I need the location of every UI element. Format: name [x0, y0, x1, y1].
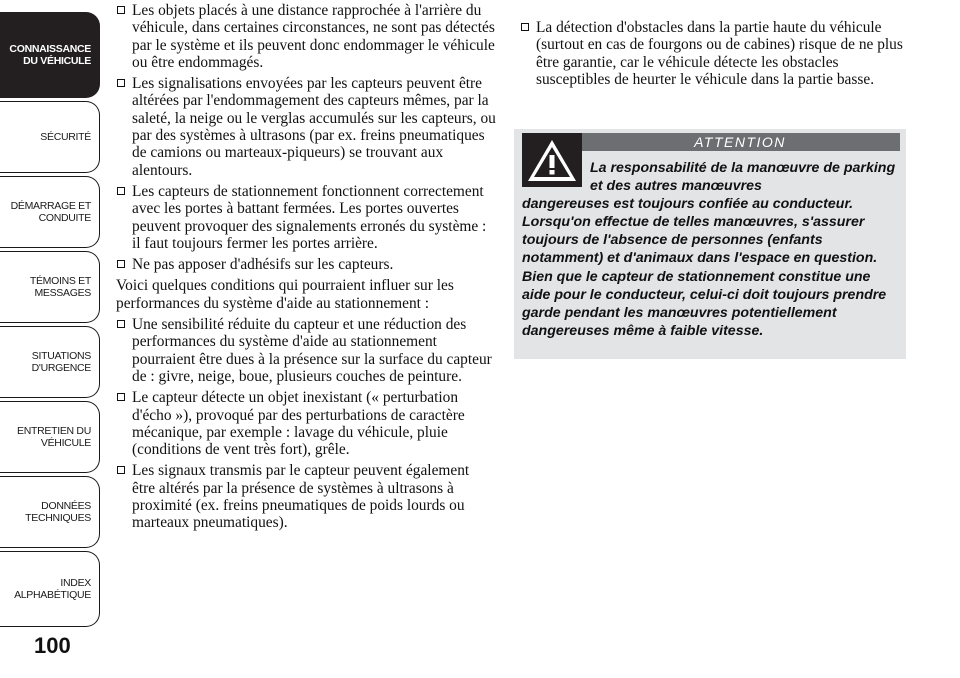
bullet-list [116, 2, 496, 273]
tab-connaissance-du-vehicule[interactable] [0, 12, 100, 98]
checkbox-bullet-icon [521, 23, 529, 31]
checkbox-bullet-icon [117, 466, 125, 474]
checkbox-bullet-icon [117, 79, 125, 87]
list-item [116, 2, 496, 71]
tab-temoins-et-messages[interactable] [0, 251, 100, 323]
tab-label-line: DÉMARRAGE ET [10, 200, 91, 212]
tab-label-line: INDEX [60, 577, 91, 589]
bullet-list [116, 316, 496, 532]
tab-label-line: TECHNIQUES [25, 512, 91, 524]
bullet-list [520, 19, 905, 88]
list-item [116, 75, 496, 179]
list-item-text: Ne pas apposer d'adhésifs sur les capteurs. [132, 256, 394, 274]
list-item-text: Les objets placés à une distance rapprochée à l'arrière du véhicule, dans certaines circonstances, ne sont pas détectés par le système et ils peuvent donc endommager le véhicule ou être endommagés. [132, 2, 495, 71]
tab-label-line: MESSAGES [34, 287, 91, 299]
checkbox-bullet-icon [117, 320, 125, 328]
list-item-text: Une sensibilité réduite du capteur et une réduction des performances du système d'aide au stationnement pourraient être dues à la présence sur la surface du capteur de : givre, neige, boue, plusieurs couches de peinture. [132, 316, 492, 385]
left-column [116, 2, 496, 536]
paragraph: Voici quelques conditions qui pourraient influer sur les performances du système d'aide au stationnement : [116, 277, 454, 312]
warning-title: ATTENTION [580, 133, 900, 151]
tab-label-line: VÉHICULE [40, 437, 91, 449]
list-item [520, 19, 905, 88]
list-item-text: Les signalisations envoyées par les capteurs peuvent être altérées par l'endommagement des capteurs mêmes, par la saleté, la neige ou le verglas accumulés sur les capteurs, ou par des systèmes à ultrasons (par ex. freins pneumatiques de camions ou marteaux-piqueurs) se trouvant aux alentours. [132, 75, 496, 179]
tab-label-line: DU VÉHICULE [23, 55, 91, 67]
list-item-text: Les signaux transmis par le capteur peuvent également être altérés par la présence de systèmes à ultrasons à proximité (ex. freins pneumatiques de poids lourds ou marteaux pneumatiques). [132, 462, 470, 532]
list-item [116, 462, 496, 531]
warning-box [514, 129, 906, 359]
checkbox-bullet-icon [117, 187, 125, 195]
list-item [116, 256, 496, 273]
tab-label-line: ALPHABÉTIQUE [14, 589, 91, 601]
tab-label-line: SITUATIONS [31, 350, 91, 362]
tab-situations-durgence[interactable] [0, 326, 100, 398]
tab-securite[interactable] [0, 101, 100, 173]
list-item [116, 183, 496, 252]
checkbox-bullet-icon [117, 393, 125, 401]
list-item-text: La détection d'obstacles dans la partie haute du véhicule (surtout en cas de fourgons ou de cabines) risque de ne plus être garantie, car le véhicule détecte les obstacles susceptibles de heurter le véhicule dans la partie basse. [536, 19, 903, 88]
tab-label-line: ENTRETIEN DU [17, 425, 91, 437]
page-number: 100 [34, 633, 71, 658]
checkbox-bullet-icon [117, 260, 125, 268]
right-column [520, 19, 905, 92]
tab-donnees-techniques[interactable] [0, 476, 100, 548]
warning-text [522, 159, 896, 340]
warning-text-body: dangereuses est toujours confiée au conducteur. Lorsqu'on effectue de telles manœuvres, s'assurer toujours de l'absence de personnes (enfants notamment) et d'animaux dans l'espace en question. Bien que le capteur de stationnement constitue une aide pour le conducteur, celui-ci doit toujours prendre garde pendant les manœuvres potentiellement dangereuses même à faible vitesse. [522, 196, 887, 339]
list-item [116, 389, 496, 458]
tab-label-line: DONNÉES [41, 500, 91, 512]
tab-entretien-du-vehicule[interactable] [0, 401, 100, 473]
tab-index-alphabetique[interactable] [0, 551, 100, 627]
tab-label-line: CONNAISSANCE [9, 43, 91, 55]
tab-label-line: CONDUITE [38, 212, 91, 224]
checkbox-bullet-icon [117, 6, 125, 14]
tab-label-line: SÉCURITÉ [40, 131, 91, 143]
tab-label-line: D'URGENCE [31, 362, 91, 374]
list-item-text: Le capteur détecte un objet inexistant (« perturbation d'écho »), provoqué par des perturbations de caractère mécanique, par exemple : lavage du véhicule, pluie (conditions de vent très fort), grêle. [132, 389, 465, 459]
tab-demarrage-et-conduite[interactable] [0, 176, 100, 248]
tab-label-line: TÉMOINS ET [29, 275, 91, 287]
list-item [116, 316, 496, 385]
warning-text-lead: La responsabilité de la manœuvre de parking et des autres manœuvres [590, 160, 896, 195]
list-item-text: Les capteurs de stationnement fonctionnent correctement avec les portes à battant fermées. Les portes ouvertes peuvent provoquer des signalements erronés du système : il faut toujours fermer les portes arrière. [132, 182, 487, 252]
